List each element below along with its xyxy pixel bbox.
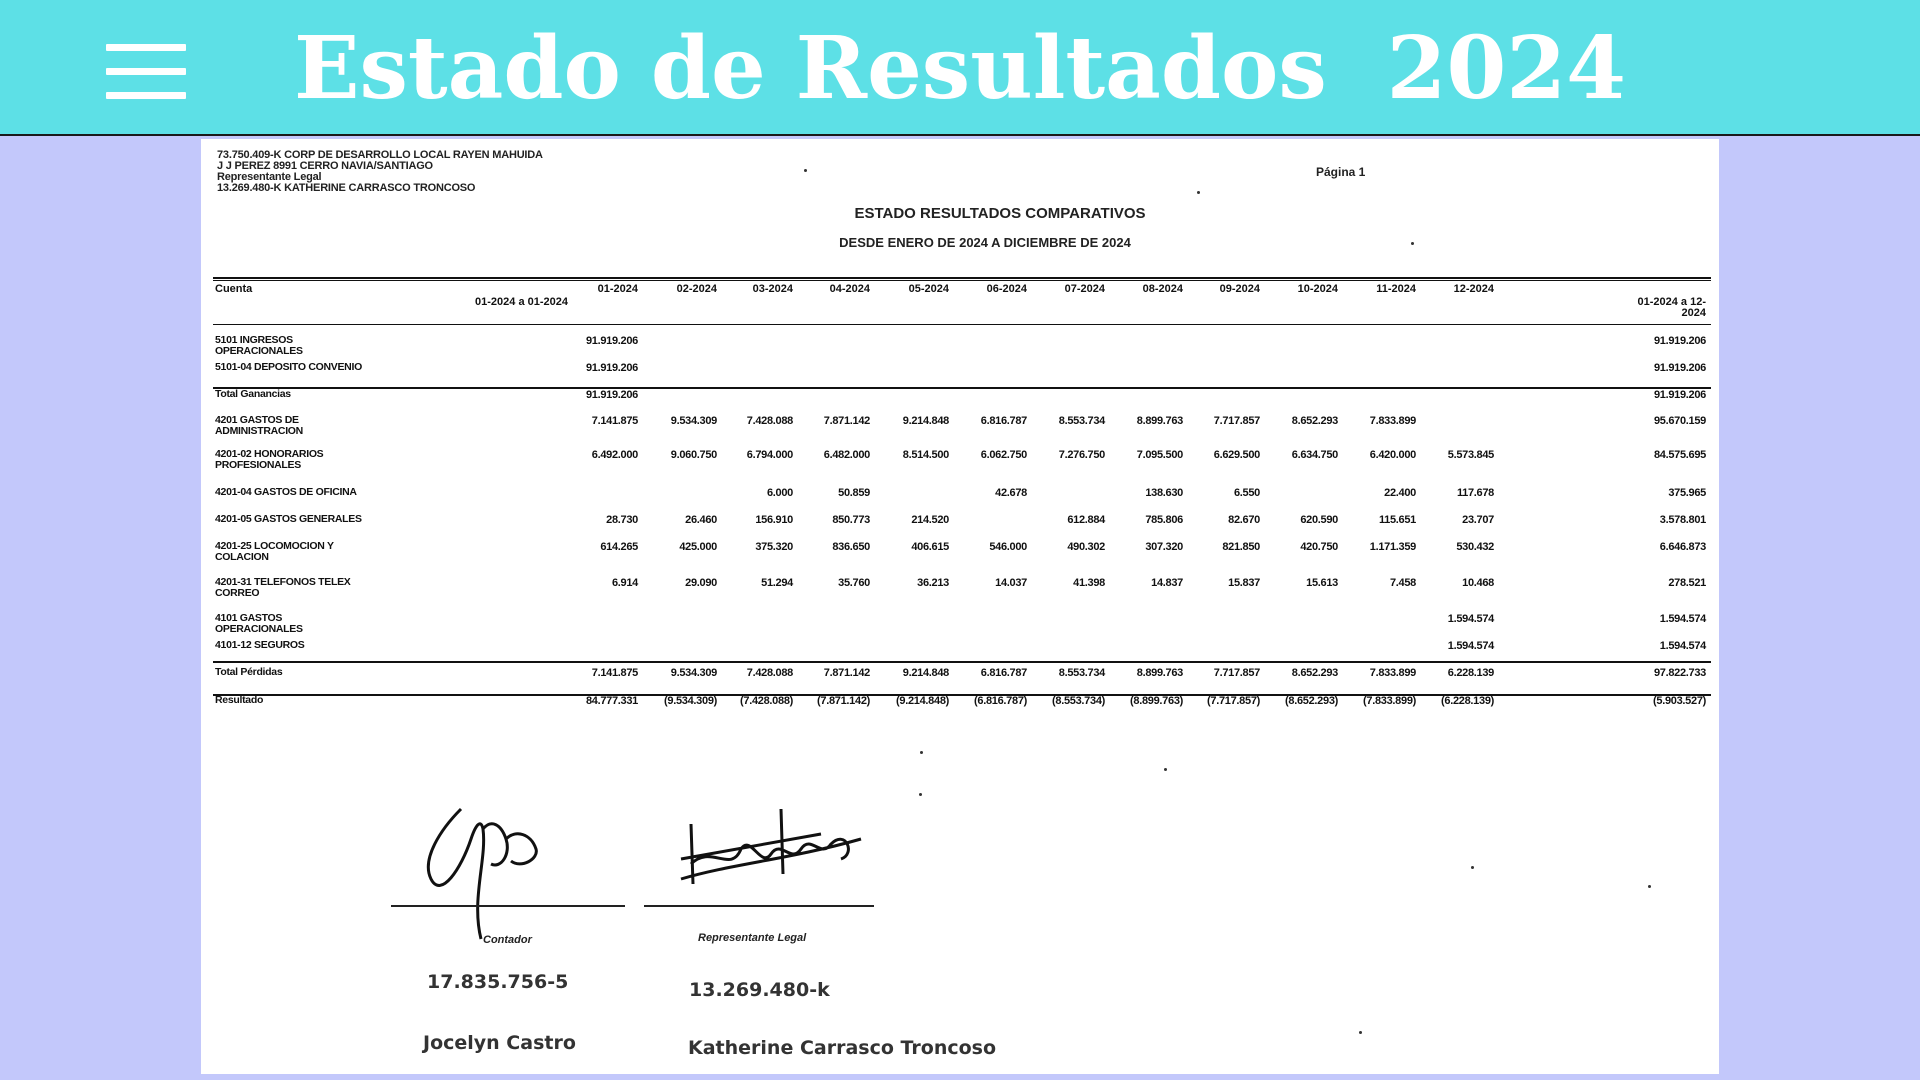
table-cell: 84.777.331	[585, 695, 638, 707]
table-cell: 1.171.359	[1369, 541, 1416, 553]
table-cell: 9.534.309	[670, 667, 717, 679]
table-cell: 7.141.875	[591, 415, 638, 427]
signature-name: Katherine Carrasco Troncoso	[688, 1037, 997, 1059]
table-cell: 612.884	[1067, 514, 1105, 526]
table-cell-total: 97.822.733	[1653, 667, 1706, 679]
table-cell-total: 6.646.873	[1659, 541, 1706, 553]
table-cell: 375.320	[755, 541, 793, 553]
table-cell: 425.000	[679, 541, 717, 553]
table-cell: 6.629.500	[1213, 449, 1260, 461]
table-cell: (6.816.787)	[974, 695, 1027, 707]
table-cell: (8.553.734)	[1052, 695, 1105, 707]
company-line: J J PEREZ 8991 CERRO NAVIA/SANTIAGO	[217, 160, 433, 172]
table-cell: 28.730	[606, 514, 638, 526]
table-cell: 156.910	[755, 514, 793, 526]
table-cell-total: 91.919.206	[1653, 362, 1706, 374]
signature-id: 17.835.756-5	[427, 971, 569, 993]
table-cell-total: 91.919.206	[1653, 335, 1706, 347]
table-cell: 9.060.750	[670, 449, 717, 461]
table-cell: 6.816.787	[980, 415, 1027, 427]
table-cell: 850.773	[832, 514, 870, 526]
scan-speck	[1411, 242, 1414, 245]
table-cell: 115.651	[1378, 514, 1416, 526]
table-cell: 10.468	[1462, 577, 1494, 589]
column-header-month: 04-2024	[829, 283, 870, 295]
signature-role: Contador	[483, 934, 532, 946]
scan-speck	[920, 751, 923, 754]
table-cell: 8.514.500	[902, 449, 949, 461]
scan-speck	[1471, 866, 1474, 869]
scan-speck	[1164, 768, 1167, 771]
table-cell: 785.806	[1145, 514, 1183, 526]
company-info	[217, 150, 543, 194]
table-row-account: 4201-04 GASTOS DE OFICINA	[215, 486, 357, 498]
table-cell: 6.062.750	[980, 449, 1027, 461]
table-cell: (7.717.857)	[1207, 695, 1260, 707]
table-rule	[213, 661, 1711, 663]
column-header-month: 06-2024	[986, 283, 1027, 295]
table-cell: 7.428.088	[746, 415, 793, 427]
table-cell: 82.670	[1228, 514, 1260, 526]
table-cell: (7.833.899)	[1363, 695, 1416, 707]
table-row-account: 4201-31 TELEFONOS TELEX CORREO	[215, 576, 351, 599]
table-cell: 15.613	[1306, 577, 1338, 589]
table-row-account: 4201-25 LOCOMOCION Y COLACION	[215, 540, 334, 563]
column-header-month: 02-2024	[676, 283, 717, 295]
table-cell: 6.482.000	[823, 449, 870, 461]
table-cell: 490.302	[1067, 541, 1105, 553]
table-cell: 307.320	[1145, 541, 1183, 553]
table-row-account: 5101-04 DEPOSITO CONVENIO	[215, 361, 362, 373]
table-cell: 420.750	[1300, 541, 1338, 553]
table-rule	[213, 324, 1711, 325]
column-header-month: 01-2024	[597, 283, 638, 295]
table-cell: 91.919.206	[585, 335, 638, 347]
scanned-document	[201, 139, 1719, 1074]
table-row-account: 4201 GASTOS DE ADMINISTRACION	[215, 414, 303, 437]
company-line: 73.750.409-K CORP DE DESARROLLO LOCAL RAYEN MAHUIDA	[217, 149, 543, 161]
table-cell: (6.228.139)	[1441, 695, 1494, 707]
table-cell: 6.794.000	[746, 449, 793, 461]
table-cell: 620.590	[1300, 514, 1338, 526]
table-cell: 7.871.142	[823, 415, 870, 427]
table-cell-total: 278.521	[1668, 577, 1706, 589]
table-cell: 214.520	[911, 514, 949, 526]
table-cell: 42.678	[995, 487, 1027, 499]
page-title: Estado de Resultados 2024	[293, 18, 1627, 119]
table-cell: 9.214.848	[902, 415, 949, 427]
table-cell: 406.615	[911, 541, 949, 553]
contador-signature	[421, 799, 561, 949]
table-cell: (7.871.142)	[817, 695, 870, 707]
page-number: Página 1	[1316, 165, 1366, 179]
table-row-account: 4101 GASTOS OPERACIONALES	[215, 612, 303, 635]
company-line: 13.269.480-K KATHERINE CARRASCO TRONCOSO	[217, 182, 476, 194]
table-cell: 117.678	[1456, 487, 1494, 499]
table-rule	[213, 277, 1711, 279]
signature-line	[644, 905, 874, 907]
table-cell: 7.871.142	[823, 667, 870, 679]
table-cell: 138.630	[1145, 487, 1183, 499]
table-cell-total: 1.594.574	[1659, 640, 1706, 652]
table-cell: 36.213	[917, 577, 949, 589]
table-cell: 23.707	[1462, 514, 1494, 526]
table-cell: 8.553.734	[1058, 667, 1105, 679]
scan-speck	[919, 793, 922, 796]
table-cell: 6.000	[766, 487, 793, 499]
report-title: ESTADO RESULTADOS COMPARATIVOS	[854, 205, 1146, 222]
column-header-month: 09-2024	[1219, 283, 1260, 295]
table-row-account: Total Pérdidas	[215, 666, 283, 678]
table-cell: (9.534.309)	[664, 695, 717, 707]
table-cell: 7.428.088	[746, 667, 793, 679]
table-cell: (7.428.088)	[740, 695, 793, 707]
table-cell: 50.859	[838, 487, 870, 499]
table-cell: 7.833.899	[1369, 667, 1416, 679]
column-header-account: Cuenta	[215, 283, 253, 295]
table-row-account: Resultado	[215, 694, 264, 706]
signature-name: Jocelyn Castro	[423, 1032, 576, 1054]
table-cell: 35.760	[838, 577, 870, 589]
table-cell: 8.899.763	[1136, 667, 1183, 679]
table-cell: 530.432	[1456, 541, 1494, 553]
table-cell: 14.037	[995, 577, 1027, 589]
table-row-account: 5101 INGRESOS OPERACIONALES	[215, 334, 303, 357]
column-header-month: 05-2024	[908, 283, 949, 295]
table-row-account: 4101-12 SEGUROS	[215, 639, 305, 651]
table-cell-total: 3.578.801	[1659, 514, 1706, 526]
company-line: Representante Legal	[217, 171, 322, 183]
column-header-month: 11-2024	[1376, 283, 1416, 295]
table-cell-total: 91.919.206	[1653, 389, 1706, 401]
scan-speck	[1648, 885, 1651, 888]
table-cell: 7.458	[1389, 577, 1416, 589]
table-cell: 29.090	[685, 577, 717, 589]
table-cell: 91.919.206	[585, 362, 638, 374]
signature-id: 13.269.480-k	[689, 979, 830, 1001]
table-row-account: 4201-05 GASTOS GENERALES	[215, 513, 362, 525]
header-bar	[0, 0, 1920, 136]
table-cell: 8.652.293	[1291, 667, 1338, 679]
table-cell: 9.534.309	[670, 415, 717, 427]
column-header-range: 01-2024 a 01-2024	[475, 296, 568, 308]
scan-speck	[1197, 191, 1200, 194]
column-header-month: 07-2024	[1064, 283, 1105, 295]
table-cell: 6.634.750	[1291, 449, 1338, 461]
table-cell: 836.650	[832, 541, 870, 553]
table-cell: (8.899.763)	[1130, 695, 1183, 707]
table-cell: 7.141.875	[591, 667, 638, 679]
table-cell: 7.717.857	[1213, 415, 1260, 427]
column-header-month: 10-2024	[1297, 283, 1338, 295]
table-cell: 15.837	[1228, 577, 1260, 589]
table-cell: 7.717.857	[1213, 667, 1260, 679]
table-rule	[213, 280, 1711, 281]
table-rule	[213, 387, 1711, 389]
table-cell: 26.460	[685, 514, 717, 526]
scan-speck	[804, 169, 807, 172]
representante-signature	[671, 804, 871, 904]
table-cell: 6.816.787	[980, 667, 1027, 679]
table-cell: 91.919.206	[585, 389, 638, 401]
table-cell: (9.214.848)	[896, 695, 949, 707]
table-cell: 5.573.845	[1447, 449, 1494, 461]
table-row-account: Total Ganancias	[215, 388, 291, 400]
table-cell: 546.000	[989, 541, 1027, 553]
table-cell: 1.594.574	[1447, 640, 1494, 652]
table-cell: 6.228.139	[1447, 667, 1494, 679]
table-cell: 22.400	[1384, 487, 1416, 499]
table-cell: 8.899.763	[1136, 415, 1183, 427]
table-cell: 821.850	[1222, 541, 1260, 553]
table-cell: 7.276.750	[1058, 449, 1105, 461]
table-cell: 7.833.899	[1369, 415, 1416, 427]
table-cell: 9.214.848	[902, 667, 949, 679]
table-cell: 8.652.293	[1291, 415, 1338, 427]
table-cell-total: 95.670.159	[1653, 415, 1706, 427]
signature-line	[391, 905, 625, 907]
scan-speck	[1359, 1031, 1362, 1034]
table-cell-total: 84.575.695	[1653, 449, 1706, 461]
column-header-month: 03-2024	[752, 283, 793, 295]
table-cell: 6.420.000	[1369, 449, 1416, 461]
table-cell-total: 375.965	[1668, 487, 1706, 499]
table-cell: 6.914	[611, 577, 638, 589]
table-cell: 6.492.000	[591, 449, 638, 461]
column-header-month: 12-2024	[1453, 283, 1494, 295]
table-cell: 51.294	[761, 577, 793, 589]
report-range: DESDE ENERO DE 2024 A DICIEMBRE DE 2024	[839, 235, 1131, 250]
table-cell-total: 1.594.574	[1659, 613, 1706, 625]
table-cell: 614.265	[600, 541, 638, 553]
table-cell: 14.837	[1151, 577, 1183, 589]
column-header-total: 01-2024 a 12-2024	[1637, 296, 1706, 319]
table-cell: (8.652.293)	[1285, 695, 1338, 707]
table-cell: 6.550	[1233, 487, 1260, 499]
table-cell: 8.553.734	[1058, 415, 1105, 427]
column-header-month: 08-2024	[1142, 283, 1183, 295]
table-row-account: 4201-02 HONORARIOS PROFESIONALES	[215, 448, 324, 471]
table-cell: 41.398	[1073, 577, 1105, 589]
table-cell-total: (5.903.527)	[1653, 695, 1706, 707]
table-cell: 7.095.500	[1136, 449, 1183, 461]
table-cell: 1.594.574	[1447, 613, 1494, 625]
signature-role: Representante Legal	[698, 932, 807, 944]
